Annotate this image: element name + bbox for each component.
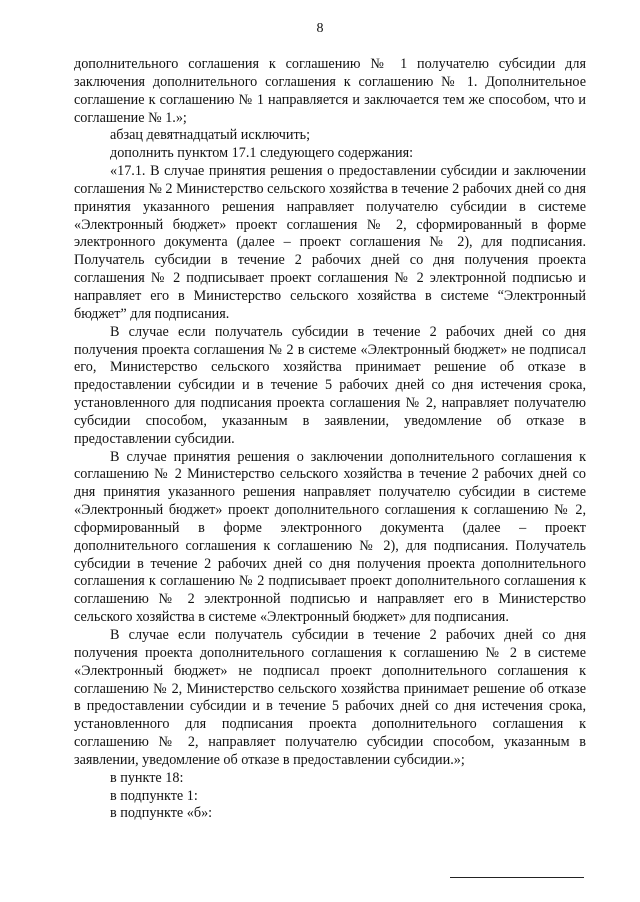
paragraph-item-18: в пункте 18: <box>110 769 184 786</box>
paragraph-delete-clause: абзац девятнадцатый исключить; <box>110 127 311 144</box>
paragraph-continuation: дополнительного соглашения к соглашению № 1 получателю субсидии для заключения дополнительного соглашения к соглашению № 1. Дополнительное соглашение к соглашению № 1 направляется и заключается тем же способом, что и соглашение № 1.»; <box>74 56 586 126</box>
paragraph-add-clause: дополнить пунктом 17.1 следующего содержания: <box>110 145 414 162</box>
paragraph-refusal-agreement-2: В случае если получатель субсидии в течение 2 рабочих дней со дня получения проекта соглашения № 2 в системе «Электронный бюджет» не подписал его, Министерство сельского хозяйства принимает решение об отказе в предоставлении субсидии и в течение 5 рабочих дней со дня истечения срока, установленного для подписания проекта соглашения № 2, направляет получателю субсидии способом, указанным в заявлении, уведомление об отказе в предоставлении субсидии. <box>74 323 586 447</box>
paragraph-subitem-1: в подпункте 1: <box>110 787 198 804</box>
paragraph-clause-17-1: «17.1. В случае принятия решения о предоставлении субсидии и заключении соглашения № 2 Министерство сельского хозяйства в течение 2 рабочих дней со дня принятия указанного решения направляет получателю субсидии в системе «Электронный бюджет» проект соглашения № 2, сформированный в форме электронного документа (далее – проект соглашения № 2), для подписания. Получатель субсидии в течение 2 рабочих дней со дня получения проекта соглашения № 2 подписывает проект соглашения № 2 электронной подписью и направляет его в Министерство сельского хозяйства в системе “Электронный бюджет” для подписания. <box>74 163 587 322</box>
paragraph-additional-agreement: В случае принятия решения о заключении дополнительного соглашения к соглашению № 2 Министерство сельского хозяйства в течение 2 рабочих дней со дня принятия указанного решения направляет получателю субсидии в системе «Электронный бюджет» проект дополнительного соглашения к соглашению № 2, сформированный в форме электронного документа (далее – проект дополнительного соглашения к соглашению № 2), для подписания. Получатель субсидии в течение 2 рабочих дней со дня получения проекта дополнительного соглашения к соглашению № 2 подписывает проект дополнительного соглашения к соглашению № 2 электронной подписью и направляет его в Министерство сельского хозяйства в системе «Электронный бюджет» для подписания. <box>74 448 586 626</box>
document-body <box>74 56 586 823</box>
footer-divider <box>450 877 584 878</box>
paragraph-refusal-additional-agreement: В случае если получатель субсидии в течение 2 рабочих дней со дня получения проекта дополнительного соглашения к соглашению № 2 в системе «Электронный бюджет» не подписал проект дополнительного соглашения к соглашению № 2, Министерство сельского хозяйства принимает решение об отказе в предоставлении субсидии и в течение 5 рабочих дней со дня истечения срока, установленного для подписания проекта дополнительного соглашения к соглашению № 2, направляет получателю субсидии способом, указанным в заявлении, уведомление об отказе в предоставлении субсидии.»; <box>74 627 586 768</box>
paragraph-subitem-b: в подпункте «б»: <box>110 805 213 822</box>
page-number: 8 <box>316 21 324 36</box>
